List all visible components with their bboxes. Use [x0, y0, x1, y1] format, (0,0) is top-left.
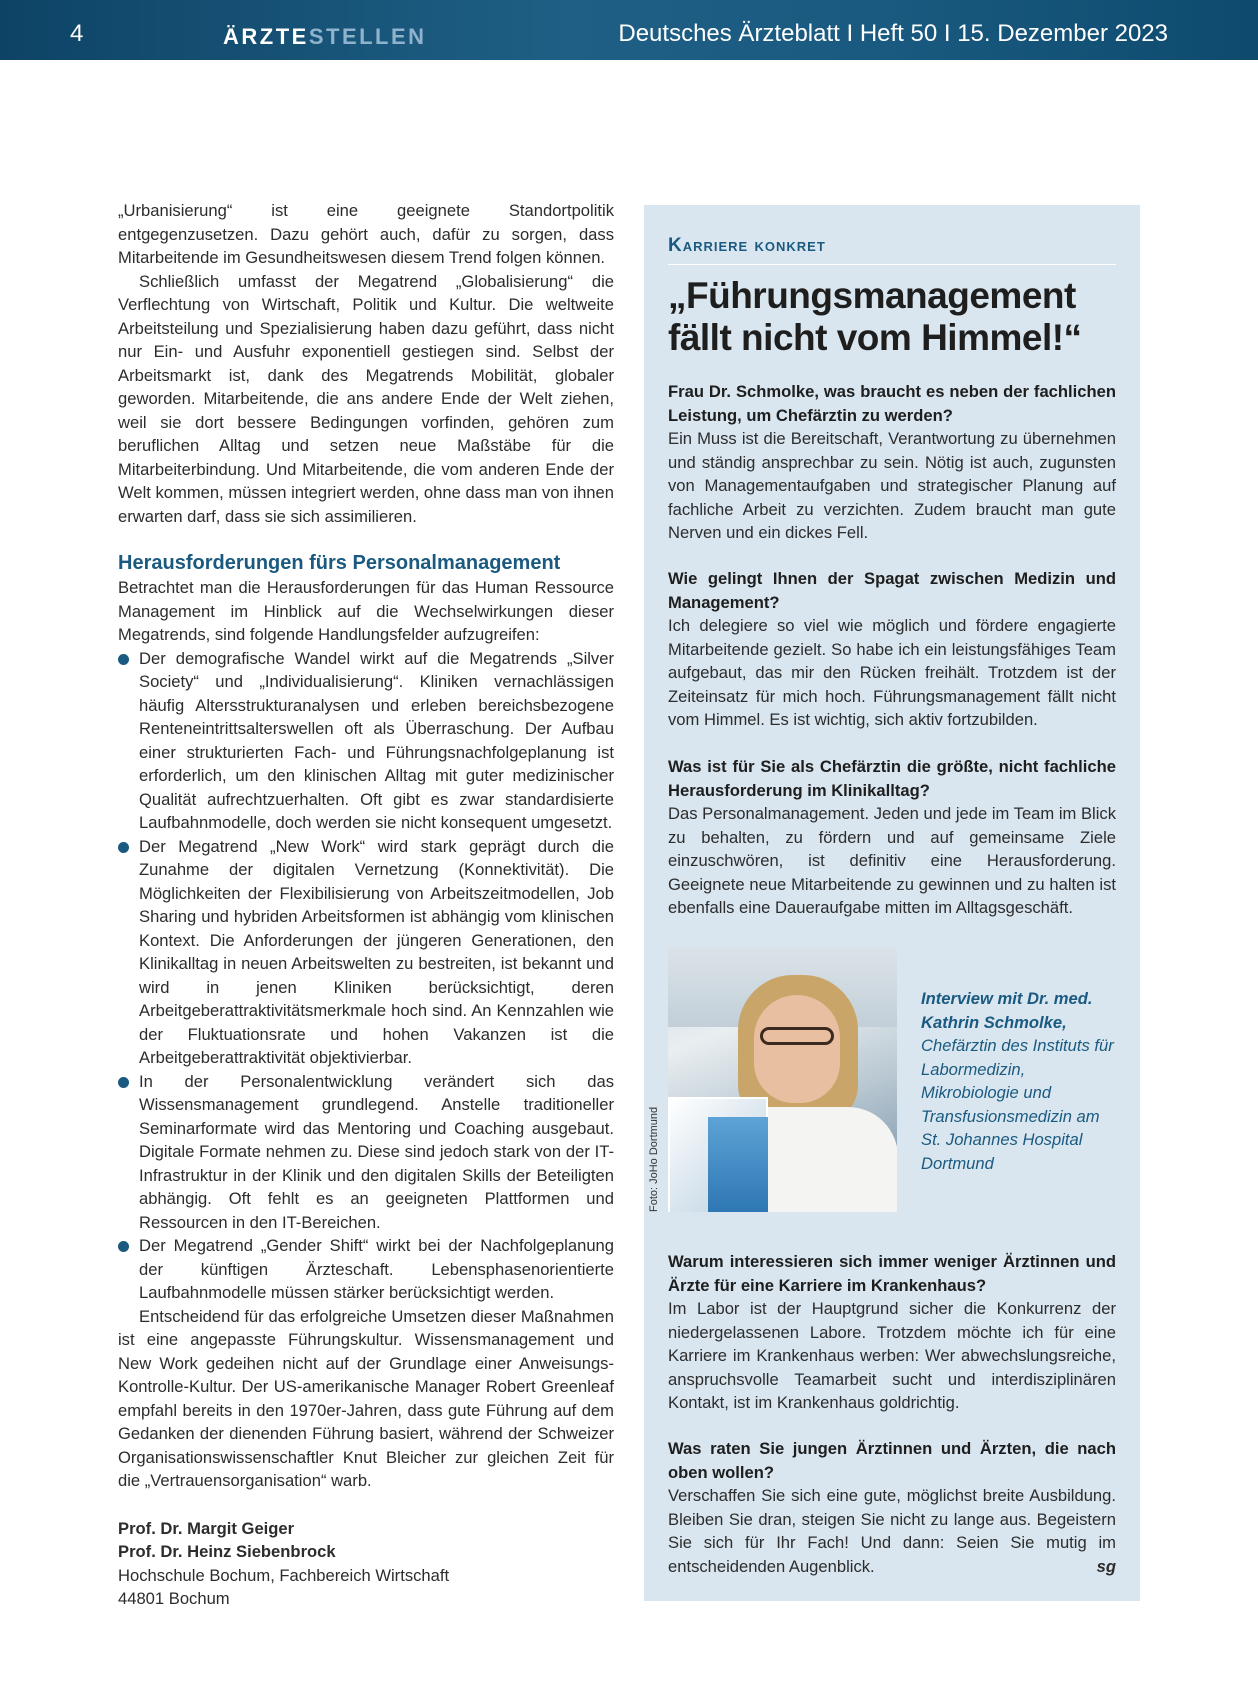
- header-bar: [0, 0, 1258, 60]
- sidebar-title: „Führungsmanagement fällt nicht vom Himmel!“: [668, 275, 1082, 358]
- portrait-photo: [668, 947, 897, 1212]
- qa-block: [668, 567, 1116, 732]
- interview-sidebar: [644, 205, 1140, 1601]
- photo-glasses: [760, 1027, 834, 1045]
- paragraph: Schließlich umfasst der Megatrend „Globalisierung“ die Verflechtung von Wirtschaft, Politik und Kultur. Die weltweite Arbeitsteilung und Spezialisierung haben dazu geführt, dass nicht nur Ein- und Ausfuhr exponentiell gestiegen sind. Selbst der Arbeitsmarkt ist, dank des Megatrends Mobilität, globaler geworden. Mitarbeitende, die ans andere Ende der Welt ziehen, weil sie dort bessere Bedingungen vorfinden, gehören zum beruflichen Alltag und setzen neue Maßstäbe für die Mitarbeiterbindung. Und Mitarbeitende, die vom anderen Ende der Welt kommen, müssen integriert werden, ohne dass man von ihnen erwarten darf, dass sie sich assimilieren.: [118, 271, 614, 526]
- answer: Im Labor ist der Hauptgrund sicher die Konkurrenz der niedergelassenen Labore. Trotzdem möchte ich für eine Karriere im Krankenhaus werben: Wer abwechslungsreiche, anspruchsvolle Teamarbeit sucht und interdisziplinären Kontakt, ist im Krankenhaus goldrichtig.: [668, 1299, 1116, 1412]
- list-item: Der Megatrend „New Work“ wird stark geprägt durch die Zunahme der digitalen Vernetzung (Konnektivität). Die Möglichkeiten der Flexibilisierung von Arbeitszeitmodellen, Job Sharing und hybriden Arbeitsformen ist abhängig vom klinischen Kontext. Die Anforderungen der jüngeren Generationen, den Klinikalltag in neuen Arbeitswelten zu bestreiten, ist bekannt und wird in jenen Kliniken berücksichtigt, deren Arbeitgeberattraktivitätsmerkmale hoch sind. An Kennzahlen wie der Fluktuationsrate und hohen Vakanzen ist die Arbeitgeberattraktivität objektivierbar.: [118, 835, 614, 1070]
- paragraph: Betrachtet man die Herausforderungen für das Human Ressource Management im Hinblick auf die Wechselwirkungen dieser Megatrends, sind folgende Handlungsfelder aufzugreifen:: [118, 578, 614, 644]
- photo-face: [754, 995, 840, 1103]
- answer: Ein Muss ist die Bereitschaft, Verantwortung zu übernehmen und ständig ansprechbar zu sein. Nötig ist auch, zugunsten von Managementaufgaben und strategischer Planung auf fachliche Arbeit zu verzichten. Zudem braucht man gute Nerven und ein dickes Fell.: [668, 429, 1116, 542]
- question: Was ist für Sie als Chefärztin die größte, nicht fachliche Herausforderung im Klinikalltag?: [668, 757, 1116, 800]
- brand-logo: [223, 24, 427, 50]
- sidebar-kicker: Karriere konkret: [668, 235, 1116, 265]
- caption-text: Chefärztin des Instituts für Labormedizin, Mikrobiologie und Transfusionsmedizin am St. Johannes Hospital Dortmund: [921, 1036, 1114, 1173]
- answer: Ich delegiere so viel wie möglich und fördere engagierte Mitarbeitende gezielt. So habe ich ein leistungsfähiges Team aufgebaut, das mir den Rücken freihält. Trotzdem ist der Zeiteinsatz für mich hoch. Führungsmanagement fällt nicht vom Himmel. Es ist wichtig, sich aktiv fortzubilden.: [668, 616, 1116, 729]
- paragraph: „Urbanisierung“ ist eine geeignete Standortpolitik entgegenzusetzen. Dazu gehört auch, dafür zu sorgen, dass Mitarbeitende im Gesundheitswesen diesem Trend folgen können.: [118, 201, 614, 267]
- qa-block: [668, 1250, 1116, 1415]
- question: Wie gelingt Ihnen der Spagat zwischen Medizin und Management?: [668, 569, 1116, 612]
- journal-issue: Deutsches Ärzteblatt I Heft 50 I 15. Dezember 2023: [618, 20, 1168, 47]
- answer: [668, 1484, 1116, 1578]
- paragraph: Entscheidend für das erfolgreiche Umsetzen dieser Maßnahmen ist eine angepasste Führungskultur. Wissensmanagement und New Work gedeihen nicht auf der Grundlage einer Anweisungs-Kontrolle-Kultur. Der US-amerikanische Manager Robert Greenleaf empfahl bereits in den 1970er-Jahren, dass gute Führung auf dem Gedanken der dienenden Führung basiert, während der Schweizer Organisationswissenschaftler Knut Bleicher zur gleichen Zeit für die „Vertrauensorganisation“ warb.: [118, 1306, 614, 1490]
- qa-block: [668, 755, 1116, 920]
- question: Was raten Sie jungen Ärztinnen und Ärzten, die nach oben wollen?: [668, 1439, 1116, 1482]
- photo-device-panel: [708, 1117, 768, 1212]
- question: Warum interessieren sich immer weniger Ärztinnen und Ärzte für eine Karriere im Krankenhaus?: [668, 1252, 1116, 1295]
- list-item: Der demografische Wandel wirkt auf die Megatrends „Silver Society“ und „Individualisierung“. Kliniken vernachlässigen häufig Altersstrukturanalysen und erleben bereichsbezogene Renteneintrittsalterswellen oft als Überraschung. Der Aufbau einer strukturierten Fach- und Führungsnachfolgeplanung ist erforderlich, um den klinischen Alltag mit guter medizinischer Qualität aufrechtzuerhalten. Oft gibt es zwar standardisierte Laufbahnmodelle, doch werden sie nicht konsequent umgesetzt.: [118, 647, 614, 835]
- author-name: Prof. Dr. Heinz Siebenbrock: [118, 1542, 336, 1561]
- brand-part1: ÄRZTE: [223, 24, 309, 49]
- list-item: Der Megatrend „Gender Shift“ wirkt bei der Nachfolgeplanung der künftigen Ärzteschaft. Lebensphasenorientierte Laufbahnmodelle müssen stärker berücksichtigt werden.: [118, 1234, 614, 1305]
- bullet-list: [118, 647, 614, 1305]
- qa-block: [668, 1437, 1116, 1578]
- main-article-column: [118, 199, 614, 1611]
- author-name: Prof. Dr. Margit Geiger: [118, 1518, 295, 1538]
- author-signature: sg: [1096, 1556, 1116, 1576]
- answer: Das Personalmanagement. Jeden und jede im Team im Blick zu behalten, zu fördern und auf gemeinsame Ziele einzuschwören, ist definitiv eine Herausforderung. Geeignete neue Mitarbeitende zu gewinnen und zu halten ist ebenfalls eine Daueraufgabe mitten im Alltagsgeschäft.: [668, 804, 1116, 917]
- section-heading: Herausforderungen fürs Personalmanagement: [118, 552, 561, 574]
- caption-lead: Interview mit Dr. med. Kathrin Schmolke,: [921, 989, 1093, 1032]
- photo-caption: [921, 987, 1121, 1175]
- page-number: 4: [70, 20, 84, 47]
- photo-credit: Foto: JoHo Dortmund: [648, 1106, 660, 1212]
- qa-block: [668, 380, 1116, 545]
- brand-part2: STELLEN: [308, 24, 427, 49]
- question: Frau Dr. Schmolke, was braucht es neben der fachlichen Leistung, um Chefärztin zu werden?: [668, 382, 1116, 425]
- author-block: [118, 1517, 614, 1611]
- author-address: 44801 Bochum: [118, 1589, 230, 1608]
- author-affiliation: Hochschule Bochum, Fachbereich Wirtschaft: [118, 1565, 450, 1585]
- list-item: In der Personalentwicklung verändert sich das Wissensmanagement grundlegend. Anstelle traditioneller Seminarformate wird das Mentoring und Coaching ausgebaut. Digitale Formate nehmen zu. Diese sind jedoch stark von der IT-Infrastruktur in der Klinik und den digitalen Skills der Beteiligten abhängig. Oft fehlt es an geeigneten Plattformen und Ressourcen in den IT-Bereichen.: [118, 1070, 614, 1235]
- answer-text: Verschaffen Sie sich eine gute, möglichst breite Ausbildung. Bleiben Sie dran, steigen Sie nicht zu lange aus. Begeistern Sie sich für Ihr Fach! Und dann: Seien Sie mutig im entscheidenden Augenblick.: [668, 1486, 1116, 1576]
